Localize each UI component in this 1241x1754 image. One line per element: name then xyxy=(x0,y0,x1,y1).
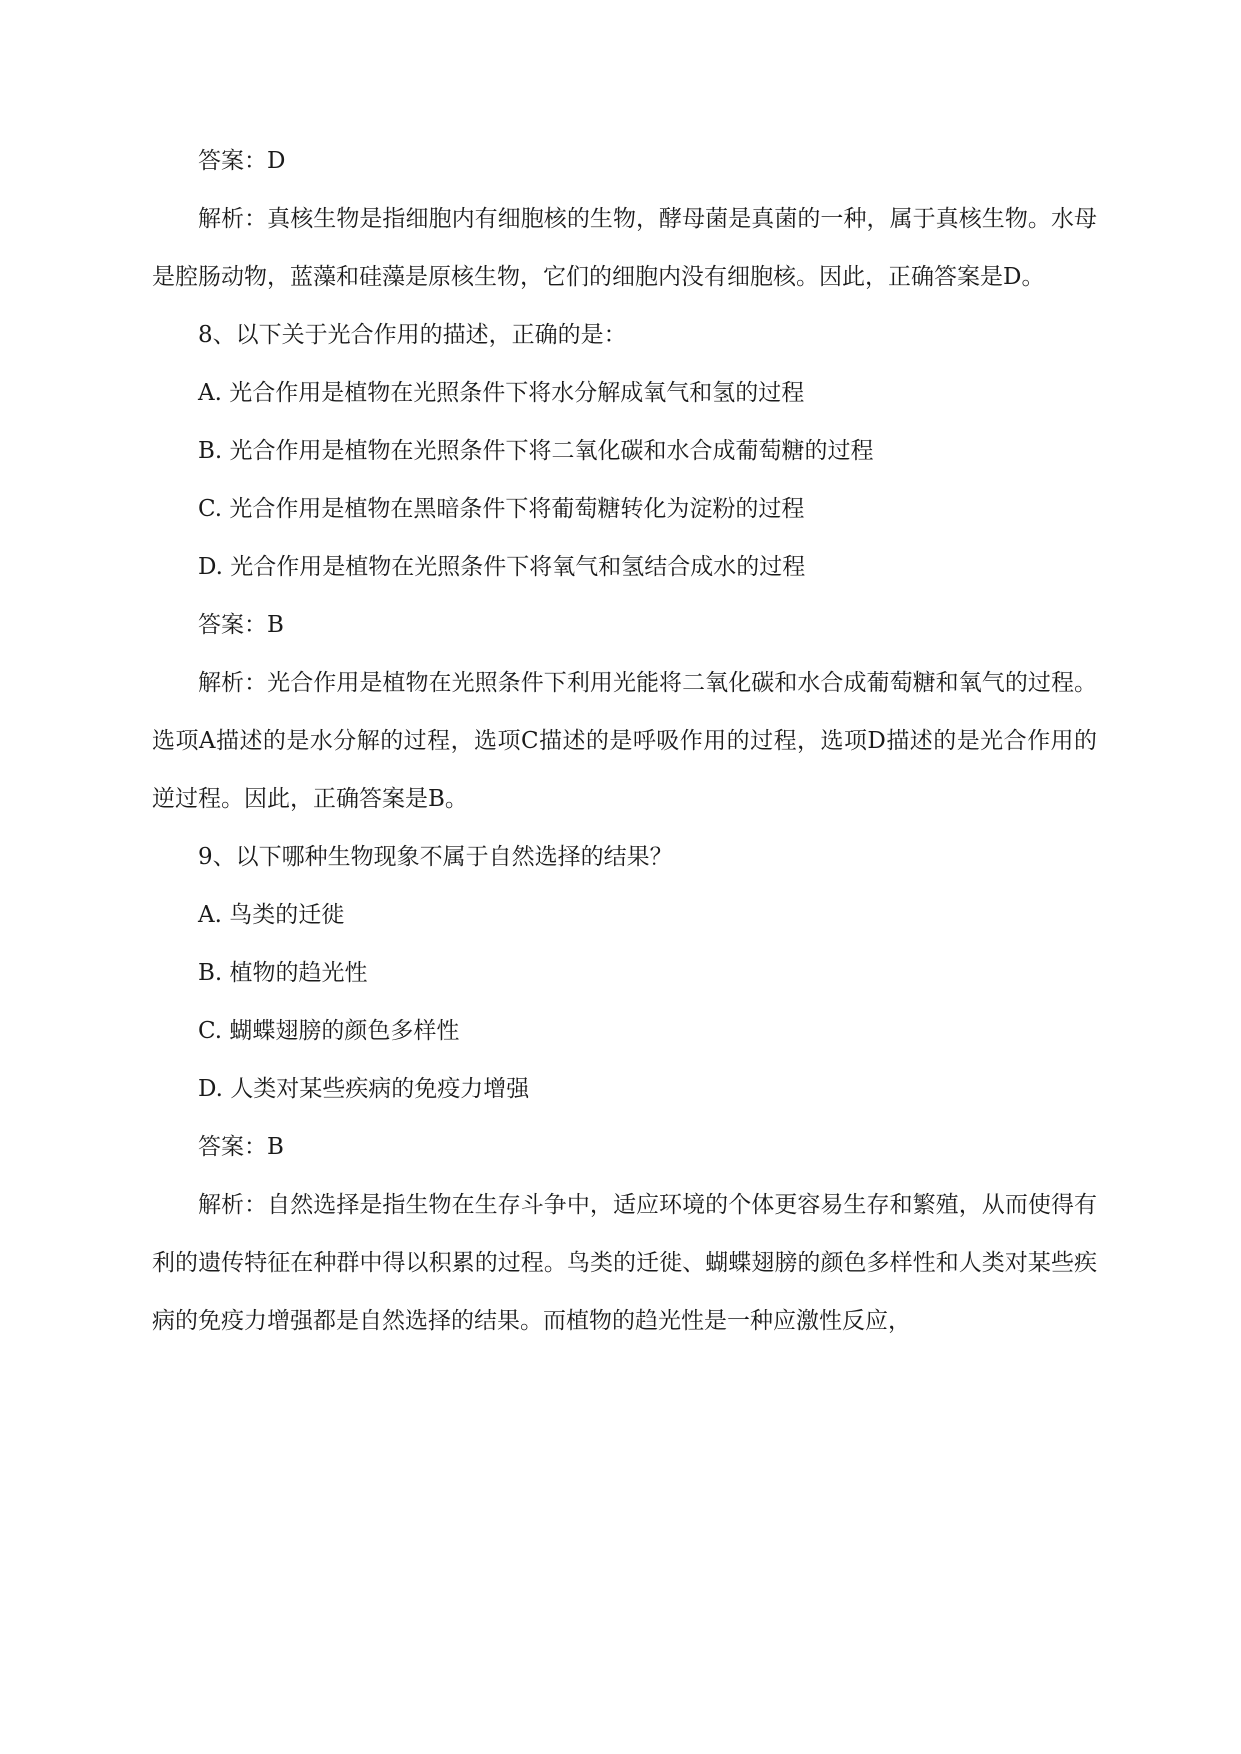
analysis-8: 解析：光合作用是植物在光照条件下利用光能将二氧化碳和水合成葡萄糖和氧气的过程。选项A描述的是水分解的过程，选项C描述的是呼吸作用的过程，选项D描述的是光合作用的逆过程。因此，正确答案是B。 xyxy=(152,670,1097,812)
question-8-option-b: B. 光合作用是植物在光照条件下将二氧化碳和水合成葡萄糖的过程 xyxy=(198,438,874,464)
question-8-option-d: D. 光合作用是植物在光照条件下将氧气和氢结合成水的过程 xyxy=(198,554,806,580)
question-9: 9、以下哪种生物现象不属于自然选择的结果？ xyxy=(198,844,673,870)
question-8: 8、以下关于光合作用的描述，正确的是： xyxy=(198,322,627,348)
analysis-9: 解析：自然选择是指生物在生存斗争中，适应环境的个体更容易生存和繁殖，从而使得有利的遗传特征在种群中得以积累的过程。鸟类的迁徙、蝴蝶翅膀的颜色多样性和人类对某些疾病的免疫力增强都是自然选择的结果。而植物的趋光性是一种应激性反应， xyxy=(152,1192,1097,1334)
question-9-option-a: A. 鸟类的迁徙 xyxy=(198,902,345,928)
question-8-option-c: C. 光合作用是植物在黑暗条件下将葡萄糖转化为淀粉的过程 xyxy=(198,496,805,522)
answer-9: 答案：B xyxy=(198,1134,284,1160)
question-9-option-b: B. 植物的趋光性 xyxy=(198,960,368,986)
answer-7: 答案：D xyxy=(198,148,286,174)
page-content xyxy=(152,132,1097,1350)
question-8-option-a: A. 光合作用是植物在光照条件下将水分解成氧气和氢的过程 xyxy=(198,380,805,406)
answer-8: 答案：B xyxy=(198,612,284,638)
analysis-7: 解析：真核生物是指细胞内有细胞核的生物，酵母菌是真菌的一种，属于真核生物。水母是腔肠动物，蓝藻和硅藻是原核生物，它们的细胞内没有细胞核。因此，正确答案是D。 xyxy=(152,206,1097,290)
question-9-option-c: C. 蝴蝶翅膀的颜色多样性 xyxy=(198,1018,460,1044)
question-9-option-d: D. 人类对某些疾病的免疫力增强 xyxy=(198,1076,530,1102)
